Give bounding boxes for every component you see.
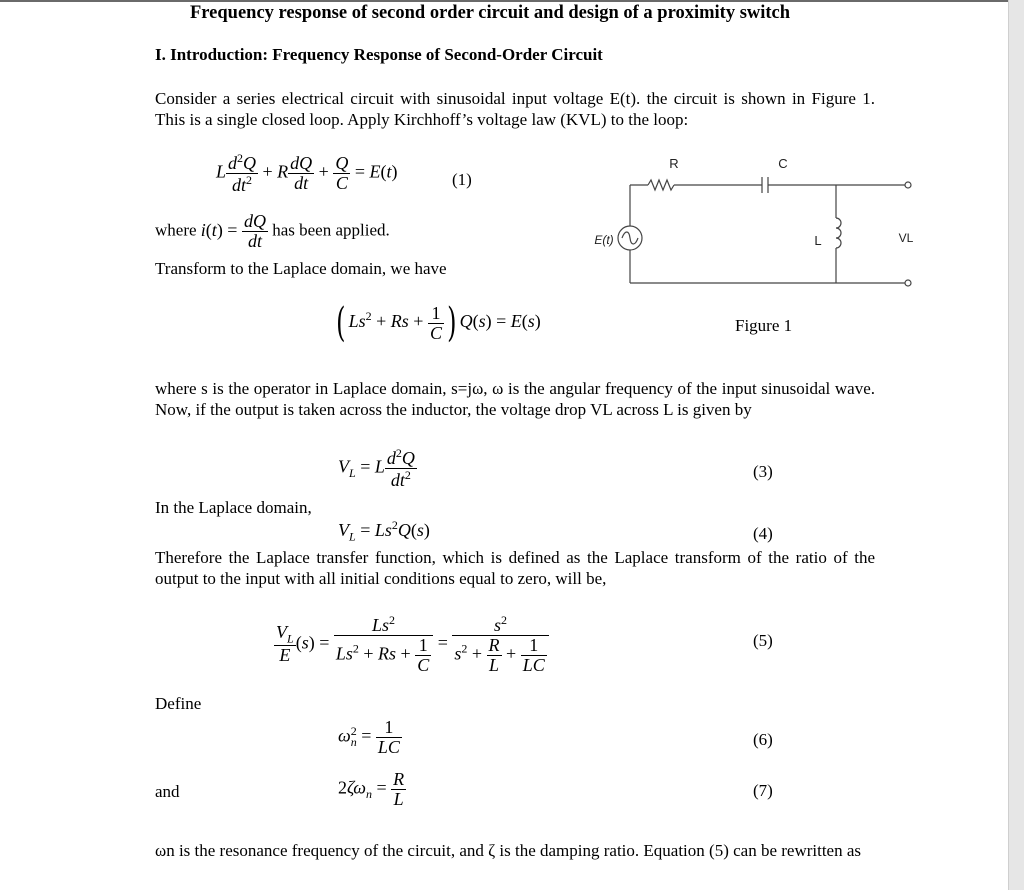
equation-1-number: (1) <box>452 170 472 189</box>
and-text: and <box>155 782 180 801</box>
equation-5-number: (5) <box>753 631 773 650</box>
label-source: E(t) <box>594 233 614 247</box>
inductor-symbol <box>836 218 841 248</box>
label-r: R <box>669 156 679 171</box>
equation-7-number: (7) <box>753 781 773 800</box>
equation-5: $\frac{V_L}{E}$ (s) = Ls$^2$ $Ls^2 + Rs$ + $\frac{1}{C}$ = $s^2$ $s^2$ + $\frac{R}{L}$ + $\frac{1}{LC}$ <box>274 614 549 675</box>
scrollbar-track[interactable] <box>1008 0 1024 890</box>
equation-6-number: (6) <box>753 730 773 749</box>
transform-text: Transform to the Laplace domain, we have <box>155 259 447 278</box>
laplace-domain-text: In the Laplace domain, <box>155 498 312 517</box>
figure-caption: Figure 1 <box>735 316 793 335</box>
label-l: L <box>814 233 822 248</box>
intro-paragraph: Consider a series electrical circuit with sinusoidal input voltage E(t). the circuit is shown in Figure 1. This is a single closed loop. Apply Kirchhoff’s voltage law (KVL) to the loop: <box>155 89 875 129</box>
document-title: Frequency response of second order circuit and design of a proximity switch <box>190 3 791 23</box>
equation-3: $V_L = L$ $\frac{d^2Q}{dt^2}$ <box>338 446 415 490</box>
equation-7: $2\zeta\omega_n$ = $\frac{R}{L}$ <box>338 769 405 809</box>
has-been-applied-text: has been applied. <box>272 220 390 240</box>
equation-3-number: (3) <box>753 462 773 481</box>
where-line: where i(t) = $\frac{dQ}{dt}$ has been applied. <box>155 211 390 251</box>
resistor-symbol <box>648 180 674 190</box>
transfer-function-paragraph: Therefore the Laplace transfer function, which is defined as the Laplace transform of the ratio of the output to the input with all initial conditions equal to zero, will be, <box>155 548 875 588</box>
circuit-diagram <box>590 150 930 300</box>
section-heading: I. Introduction: Frequency Response of Second-Order Circuit <box>155 45 603 64</box>
resonance-paragraph: ωn is the resonance frequency of the circuit, and ζ is the damping ratio. Equation (5) can be rewritten as <box>155 841 862 860</box>
equation-1: L $\frac{d^2Q}{dt^2}$ + R $\frac{dQ}{dt}$ + $\frac{Q}{C}$ = E(t) <box>216 151 398 195</box>
operator-paragraph: where s is the operator in Laplace domain, s=jω, ω is the angular frequency of the input sinusoidal wave. Now, if the output is taken across the inductor, the voltage drop VL across L is given by <box>155 379 875 419</box>
where-prefix: where <box>155 220 197 240</box>
top-rule <box>0 0 1009 2</box>
label-output: VL <box>898 231 914 245</box>
equation-6: $\omega_n^2$ = $\frac{1}{LC}$ <box>338 717 400 757</box>
equation-2: ( $Ls^2 + Rs$ + $\frac{1}{C}$ ) Q(s) = E(s) <box>336 300 541 346</box>
equation-4: $V_L = Ls^2Q(s)$ <box>338 518 430 544</box>
equation-4-number: (4) <box>753 524 773 543</box>
define-text: Define <box>155 694 202 713</box>
label-c: C <box>778 156 788 171</box>
